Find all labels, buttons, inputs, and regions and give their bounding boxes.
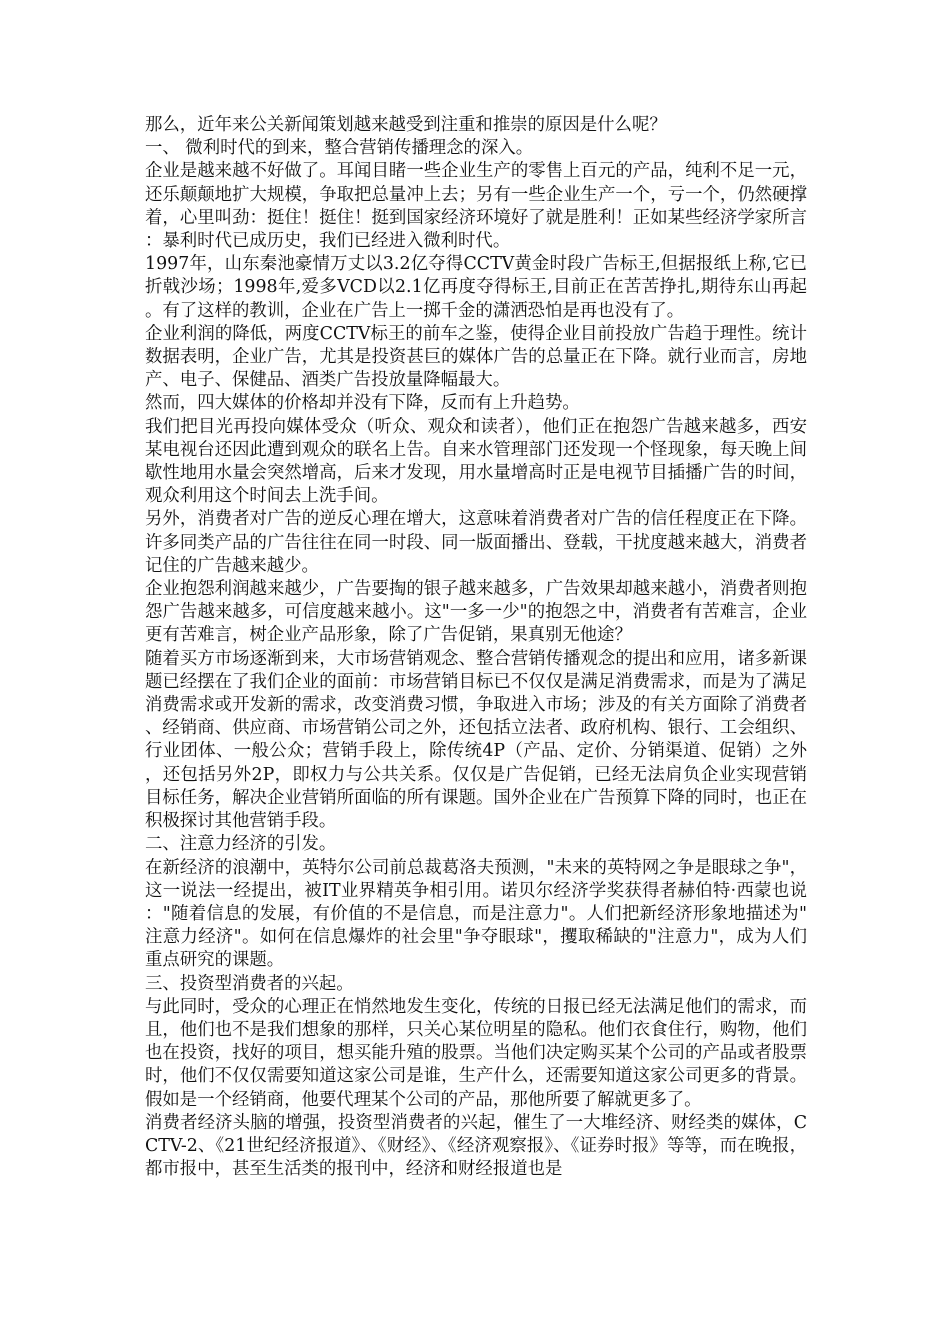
paragraph: 企业利润的降低，两度CCTV标王的前车之鉴，使得企业目前投放广告趋于理性。统计数据表明，企业广告，尤其是投资甚巨的媒体广告的总量正在下降。就行业而言，房地产、电子、保健品、酒类广告投放量降幅最大。 (145, 323, 807, 391)
document-body (145, 114, 807, 1181)
paragraph: 企业抱怨利润越来越少，广告要掏的银子越来越多，广告效果却越来越小，消费者则抱怨广告越来越多，可信度越来越小。这"一多一少"的抱怨之中，消费者有苦难言，企业更有苦难言，树企业产品形象，除了广告促销，果真别无他途？ (145, 579, 807, 646)
paragraph: 与此同时，受众的心理正在悄然地发生变化，传统的日报已经无法满足他们的需求，而且，他们也不是我们想象的那样，只关心某位明星的隐私。他们衣食住行，购物，他们也在投资，找好的项目，想买能升殖的股票。当他们决定购买某个公司的产品或者股票时，他们不仅仅需要知道这家公司是谁，生产什么，还需要知道这家公司更多的背景。假如是一个经销商，他要代理某个公司的产品，那他所要了解就更多了。 (145, 996, 807, 1110)
paragraph: 在新经济的浪潮中，英特尔公司前总裁葛洛夫预测，"未来的英特网之争是眼球之争"，这一说法一经提出，被IT业界精英争相引用。诺贝尔经济学奖获得者赫伯特·西蒙也说："随着信息的发展，有价值的不是信息，而是注意力"。人们把新经济形象地描述为"注意力经济"。如何在信息爆炸的社会里"争夺眼球"，攫取稀缺的"注意力"，成为人们重点研究的课题。 (145, 857, 807, 971)
paragraph: 然而，四大媒体的价格却并没有下降，反而有上升趋势。 (145, 393, 580, 414)
heading-section-1: 一、 微利时代的到来，整合营销传播理念的深入。 (145, 138, 534, 159)
heading-section-2: 二、注意力经济的引发。 (145, 834, 337, 855)
paragraph: 我们把目光再投向媒体受众（听众、观众和读者），他们正在抱怨广告越来越多，西安某电视台还因此遭到观众的联名上告。自来水管理部门还发现一个怪现象，每天晚上间歇性地用水量会突然增高，后来才发现，用水量增高时正是电视节目插播广告的时间，观众利用这个时间去上洗手间。 (145, 416, 807, 507)
heading-section-3: 三、投资型消费者的兴起。 (145, 973, 354, 994)
paragraph: 消费者经济头脑的增强，投资型消费者的兴起，催生了一大堆经济、财经类的媒体，CCTV-2、《21世纪经济报道》、《财经》、《经济观察报》、《证券时报》等等，而在晚报，都市报中，甚至生活类的报刊中，经济和财经报道也是 (145, 1112, 807, 1180)
paragraph-intro-question: 那么，近年来公关新闻策划越来越受到注重和推崇的原因是什么呢？ (145, 115, 667, 135)
paragraph: 企业是越来越不好做了。耳闻目睹一些企业生产的零售上百元的产品，纯利不足一元，还乐颠颠地扩大规模，争取把总量冲上去；另有一些企业生产一个，亏一个，仍然硬撑着，心里叫劲：挺住！挺住！挺到国家经济环境好了就是胜利！正如某些经济学家所言：暴利时代已成历史，我们已经进入微利时代。 (145, 161, 807, 252)
paragraph: 另外，消费者对广告的逆反心理在增大，这意味着消费者对广告的信任程度正在下降。许多同类产品的广告往往在同一时段、同一版面播出、登载，干扰度越来越大，消费者记住的广告越来越少。 (145, 509, 807, 576)
paragraph: 1997年，山东秦池豪情万丈以3.2亿夺得CCTV黄金时段广告标王,但据报纸上称,它已折戟沙场；1998年,爱多VCD以2.1亿再度夺得标王,目前正在苦苦挣扎,期待东山再起。有了这样的教训，企业在广告上一掷千金的潇洒恐怕是再也没有了。 (145, 254, 807, 321)
paragraph: 随着买方市场逐渐到来，大市场营销观念、整合营销传播观念的提出和应用，诸多新课题已经摆在了我们企业的面前：市场营销目标已不仅仅是满足消费需求，而是为了满足消费需求或开发新的需求，改变消费习惯，争取进入市场；涉及的有关方面除了消费者、经销商、供应商、市场营销公司之外，还包括立法者、政府机构、银行、工会组织、行业团体、一般公众；营销手段上，除传统4P（产品、定价、分销渠道、促销）之外，还包括另外2P，即权力与公共关系。仅仅是广告促销，已经无法肩负企业实现营销目标任务，解决企业营销所面临的所有课题。国外企业在广告预算下降的同时，也正在积极探讨其他营销手段。 (145, 648, 807, 832)
